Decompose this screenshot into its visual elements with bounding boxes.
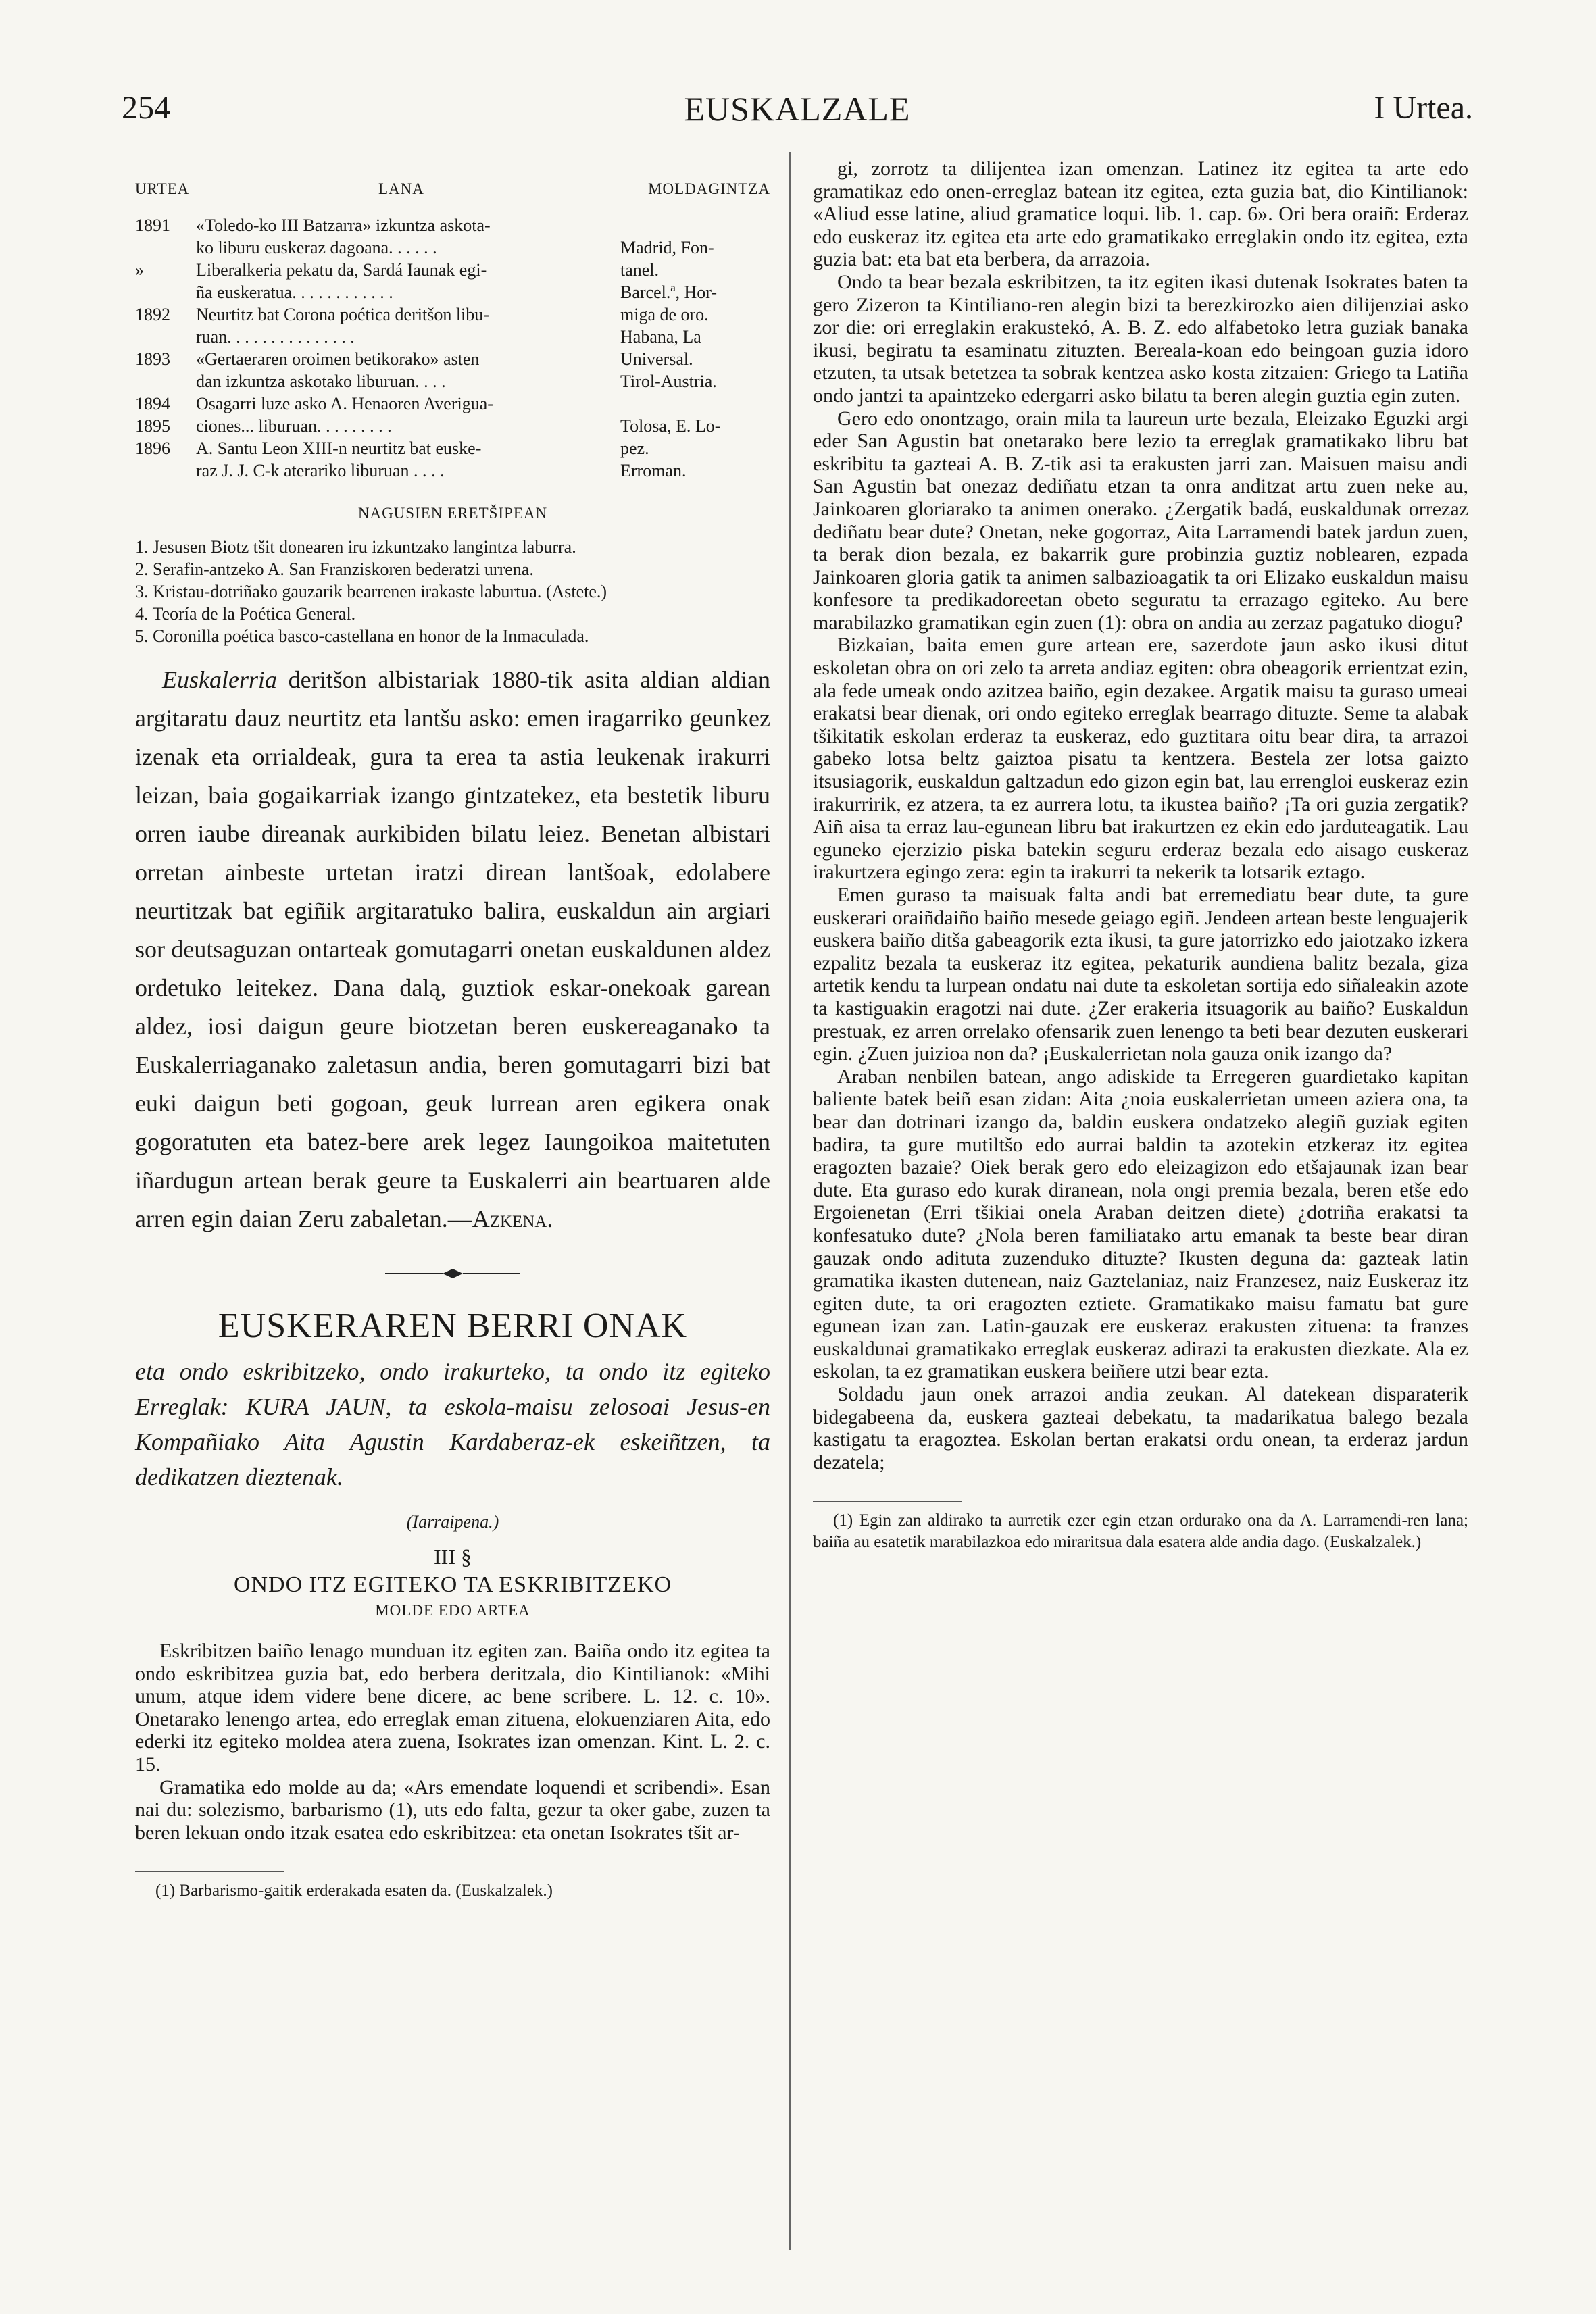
list-item: 3. Kristau-dotriñako gauzarik bearrenen irakaste laburtua. (Astete.)	[135, 582, 607, 601]
table-cell-year: 1892	[135, 305, 170, 324]
table-row	[135, 437, 770, 459]
table-cell-press: miga de oro.	[620, 305, 709, 324]
table-row	[135, 236, 770, 259]
continued-label: (Iarraipena.)	[406, 1512, 499, 1532]
col-press-heading: MOLDAGINTZA	[648, 180, 770, 197]
col-work-heading: LANA	[378, 180, 424, 197]
right-footnote-text: (1) Egin zan aldirako ta aurretik ezer egin etzan ordurako ona da A. Larramendi-ren lana; baiña au esatetik marabilazkoa edo miraritsua dala esatera alde andia dago. (Euskalzalek.)	[813, 1511, 1468, 1552]
table-cell-work: «Gertaeraren oroimen betikorako» asten	[196, 349, 480, 369]
right-column	[813, 152, 1468, 1553]
table-cell-press	[601, 214, 770, 236]
works-table	[135, 214, 770, 482]
intro-signature: Azkena.	[472, 1205, 553, 1232]
left-column	[135, 152, 770, 1902]
ornament-rule-icon	[385, 1265, 520, 1282]
paragraph: Gramatika edo molde au da; «Ars emendate loquendi et scribendi». Esan nai du: solezismo, barbarismo (1), uts edo falta, gezur ta oker gabe, zuzen ta beren lekuan ondo itzak esatea edo eskribitzea: eta onetan Isokrates tšit ar-	[135, 1776, 770, 1844]
table-cell-year: 1893	[135, 349, 170, 369]
list-item: 1. Jesusen Biotz tšit donearen iru izkuntzako langintza laburra.	[135, 537, 576, 557]
footnote-rule	[135, 1871, 284, 1872]
table-cell-press: Erroman.	[620, 461, 687, 480]
unpublished-heading: NAGUSIEN ERETŠIPEAN	[357, 505, 548, 522]
table-cell-work: ko liburu euskeraz dagoana. . . . . .	[196, 238, 437, 257]
running-header	[122, 89, 1473, 136]
section-subtitle: eta ondo eskribitzeko, ondo irakurteko, ta ondo itz egiteko Erreglak: KURA JAUN, ta eskola-maisu zelosoai Jesus-en Kompañiako Aita Agustin Kardaberaz-ek eskeiñtzen, ta dedikatzen dieztenak.	[135, 1358, 770, 1490]
footnote-rule-right	[813, 1501, 962, 1502]
paragraph: Eskribitzen baiño lenago munduan itz egiten zan. Baiña ondo itz egitea ta ondo eskribitzea guzia bat, edo berbera deritzala, dio Kintilianok: «Mihi unum, atque idem videre bene dicere, ac bene scribere. L. 12. c. 10». Onetarako lenengo artea, edo erreglak eman zituena, elokuenziaren Aita, edo ederki itz egiteko moldea atera zuena, Isokrates izan omenzan. Kint. L. 2. c. 15.	[135, 1640, 770, 1776]
table-cell-work: Osagarri luze asko A. Henaoren Averigua-	[196, 394, 493, 413]
table-cell-press: Tirol-Austria.	[620, 372, 717, 391]
table-row	[135, 370, 770, 393]
table-row	[135, 348, 770, 370]
left-footnote-text: (1) Barbarismo-gaitik erderakada esaten da. (Euskalzalek.)	[155, 1882, 553, 1901]
paragraph: Bizkaian, baita emen gure artean ere, sazerdote jaun asko ikusi ditut eskoletan obra on ori zelo ta arreta andiaz egiten: obra obeagorik errientzat ezin, ala fede umeak ondo azitzea baiño, egin dezakee. Argatik maisu ta guraso umeai erakatsi bear dienak, ori ondo egiteko erreglak bearrago dituzte. Seme ta alabak tšikitatik eskolan erderaz ta euskeraz, edo guztitara oitu bear dira, ta arrazoi gabeko lotsa beltz gaiztoa pisatu ta kentzera. Bestela zer lotsa gaizto itsusiagorik, euskaldun galtzadun edo gizon egin bat, lau errengloi euskeraz ezin irakurririk, ez atzera, ta ez aurrera lotu, ta ikustea baiño? ¡Ta ori guzia zergatik? Aiñ aisa ta erraz lau-egunean libru bat irakurtzen ez ekin edo jarduteagatik. Lau eguneko ejerzizio piska batekin seguru erderaz bezala edo aisago euskeraz irakurtzera egingo zera: egin ta irakurri ta nekerik ta lotsarik eztago.	[813, 634, 1468, 884]
publication-title: EUSKALZALE	[684, 90, 911, 128]
table-cell-press: Universal.	[620, 349, 693, 369]
table-row	[135, 214, 770, 236]
table-cell-press: Tolosa, E. Lo-	[620, 416, 721, 436]
paragraph: Emen guraso ta maisuak falta andi bat erremediatu bear dute, ta gure euskerari oraiñdaiño baiño mesede geiago egiñ. Jendeen artean beste lenguajerik euskera baiño ditša gabeagorik ezta ikusi, ta gure jatorrizko edo jaiotzako izkera ezpalitz bezala ta euskeraz itz egitea, pekaturik aundiena balitz bezala, giza artetik kendu ta lurpean ondatu nai dute ta eskoletan sortija edo siñaleakin azote ta kastiguakin eragotzi nai dute. ¿Zer erakeria itsuagorik au baiño? Euskaldun prestuak, ez arren orrelako ofensarik zuen lenengo ta beti bear dezuten euskerari egin. ¿Zuen juizioa non da? ¡Euskalerrietan nola gauza onik izango da?	[813, 884, 1468, 1065]
right-footnote	[813, 1510, 1468, 1553]
list-item: 4. Teoría de la Poética General.	[135, 604, 356, 624]
part-title: ONDO ITZ EGITEKO TA ESKRIBITZEKO	[233, 1572, 672, 1597]
paragraph: Soldadu jaun onek arrazoi andia zeukan. Al datekean disparaterik bidegabeena da, euskera gazteai debekatu, ta madarikatua balego bezala kastigatu ta eragoztea. Eskolan bertan erakatsi ordu onean, ta erderaz jardun dezatela;	[813, 1383, 1468, 1474]
table-cell-work: «Toledo-ko III Batzarra» izkuntza askota-	[196, 216, 491, 235]
part-subtitle: MOLDE EDO ARTEA	[375, 1602, 530, 1619]
table-row	[135, 393, 770, 415]
section-title: EUSKERAREN BERRI ONAK	[218, 1307, 688, 1345]
table-cell-work: dan izkuntza askotako liburuan. . . .	[196, 372, 446, 391]
table-row	[135, 259, 770, 281]
left-footnote	[135, 1880, 770, 1902]
section-ornament	[135, 1265, 770, 1286]
table-cell-press: tanel.	[620, 260, 659, 280]
table-cell-year	[135, 281, 196, 303]
table-cell-year	[135, 236, 196, 259]
table-cell-press: Madrid, Fon-	[620, 238, 714, 257]
table-row	[135, 303, 770, 326]
list-item: 5. Coronilla poética basco-castellana en honor de la Inmaculada.	[135, 626, 589, 646]
table-row	[135, 281, 770, 303]
table-cell-work: raz J. J. C-k aterariko liburuan . . . .	[196, 461, 445, 480]
page-number: 254	[122, 90, 170, 126]
section-body	[135, 1640, 770, 1844]
table-cell-work: A. Santu Leon XIII-n neurtitz bat euske-	[196, 438, 482, 458]
table-cell-year: 1894	[135, 394, 170, 413]
table-cell-press	[601, 393, 770, 415]
table-cell-work: Liberalkeria pekatu da, Sardá Iaunak egi-	[196, 260, 487, 280]
table-cell-year: 1891	[135, 216, 170, 235]
table-cell-press: Habana, La	[620, 327, 701, 347]
table-cell-year	[135, 459, 196, 482]
table-cell-work: ña euskeratua. . . . . . . . . . . .	[196, 282, 393, 302]
intro-lead: Euskalerria	[162, 666, 277, 693]
column-divider	[789, 152, 791, 2250]
list-item: 2. Serafin-antzeko A. San Franziskoren bederatzi urrena.	[135, 559, 534, 579]
table-cell-year: 1896	[135, 438, 170, 458]
table-cell-work: ruan. . . . . . . . . . . . . . .	[196, 327, 355, 347]
table-cell-year	[135, 326, 196, 348]
table-cell-year: »	[135, 260, 144, 280]
table-cell-work: ciones... liburuan. . . . . . . . .	[196, 416, 392, 436]
works-table-header	[135, 180, 770, 214]
table-row	[135, 326, 770, 348]
col-year-heading: URTEA	[135, 180, 190, 197]
intro-text	[135, 661, 770, 1238]
section-number: III §	[434, 1544, 472, 1569]
header-rule	[128, 139, 1466, 141]
table-cell-year	[135, 370, 196, 393]
table-cell-year: 1895	[135, 416, 170, 436]
volume-year: I Urtea.	[1374, 90, 1473, 126]
table-row	[135, 459, 770, 482]
unpublished-list	[135, 536, 770, 647]
paragraph: gi, zorrotz ta dilijentea izan omenzan. Latinez itz egitea ta arte edo gramatikaz edo onen-erreglaz batean itz egitea, ezta guzia bat, dio Kintilianok: «Aliud esse latine, aliud gramatice loqui. lib. 1. cap. 6». Ori bera oraiñ: Erderaz edo euskeraz itz egitea eta arte edo gramatikako erreglakin ondo itz egitea, ezta guzia bat: eta bat eta berbera, da arrazoia.	[813, 157, 1468, 271]
paragraph: Gero edo onontzago, orain mila ta laureun urte bezala, Eleizako Eguzki argi eder San Agustin bat onetarako bere lezio ta erreglak gramatikako libru bat eskribitu ta gazteai A. B. Z-tik asi ta erakusten jarri zan. Maisuen maisu andi San Agustin bat onezaz dediñatu etzan ta onra anditzat artu zuen neke au, Jainkoaren gloriarako ta animen onerako. ¿Zergatik badá, euskaldunak orrezaz dediñatu bear dute? Onetan, neke gogorraz, Aita Larramendi batek jardun zuen, ta berak dion bezala, ez bakarrik gure probinzia guztiz noblearen, ezpada Jainkoaren gloria gatik ta animen salbazioagatik ta ori Elizako euskaldun maisu konfesore ta predikadoreetan obeto seguratu ta errazago egiteko. Au bere marabilazko gramatikan egin zuen (1): obra on andia au zerzaz pagatuko diogu?	[813, 407, 1468, 634]
table-cell-press: Barcel.ª, Hor-	[620, 282, 718, 302]
intro-paragraph: deritšon albistariak 1880-tik asita aldian aldian argitaratu dauz neurtitz eta lantšu asko: emen iragarriko geunkez izenak eta orrialdeak, gura ta erea ta astia leukenak irakurri leizan, baia gogaikarriak izango gintzatekez, eta bestetik liburu orren iaube direanak aurkibiden bilatu leiez. Benetan albistari orretan ainbeste urtetan iratzi direan lantšoak, edolabere neurtitzak bat egiñik argitaratuko balira, euskaldun ain argiari sor deutsaguzan ontarteak gomutagarri onetan euskaldunen aldez ordetuko leitekez. Dana dalą, guztiok eskar-onekoak garean aldez, iosi daigun geure biotzetan beren euskereaganako ta Euskalerriaganako zaletasun andia, beren gomutagarri bizi bat euki daigun beti gogoan, geuk lurrean aren egikera onak gogoratuten eta batez-bere arek legez Iaungoikoa maitetuten iñardugun artean berak geure ta Euskalerri ain beartuaren alde arren egin daian Zeru zabaletan.—	[135, 666, 770, 1232]
table-cell-work: Neurtitz bat Corona poética deritšon libu-	[196, 305, 489, 324]
table-row	[135, 415, 770, 437]
table-cell-press: pez.	[620, 438, 649, 458]
right-body	[813, 157, 1468, 1474]
paragraph: Ondo ta bear bezala eskribitzen, ta itz egiten ikasi dutenak Isokrates baten ta gero Zizeron ta Kintiliano-ren alegin bizi ta berezkirozko aien dilijenziai asko zor die: ori erreglakin erakustekó, A. B. Z. edo alfabetoko letra guziak banaka ikusi, begiratu ta esaminatu zituzten. Bereala-koan edo beingoan guzia idoro etzuten, ta utsak betetzea ta sobrak kentzea asko kosta zitzaien: Griego ta Latiña ondo jantzi ta apaintzeko edergarri asko bilatu ta beren alegin guztia egin zuten.	[813, 270, 1468, 407]
paragraph: Araban nenbilen batean, ango adiskide ta Erregeren guardietako kapitan baliente batek beiñ esan zidan: Aita ¿noia euskalerrietan umeen aziera ona, ta bear dan dotrinari izango da, baldin euskera ondatzeko alegiñ guziak egiten badira, ta gure mutiltšo edo aurrai baldin ta azotekin etzkeraz itz egitea eragozten bazaie? Oiek berak gero edo eleizagizon edo etšajaunak izan bear dute. Eta guraso edo kurak diranean, nola ongi premia bezala, beren etše edo Ergoienetan (Erri tšikiai onela Araban deitzen diete) ¿dotriña erakatsi ta konfesatuko dute? ¿Nola beren familiatako artu emanak ta beste bear diran gauzak ondo adituta zuzenduko dituzte? Ikusten deguna da: gazteak latin gramatika ikasten dutenean, naiz Gaztelaniaz, naiz Franzesez, naiz Euskeraz itz egiten dute, ta ori eragozten eztiete. Gramatikako maisu famatu bat gure egunean izan zan. Latin-gauzak ere euskeraz erakusten zituena: ta franzes euskaldunai gramatikako erreglak euskeraz adirazi ta erakusten diezkate. Ala ez eskolan, ta ez gramatikan euskera beiñere utzi bear ezta.	[813, 1065, 1468, 1383]
